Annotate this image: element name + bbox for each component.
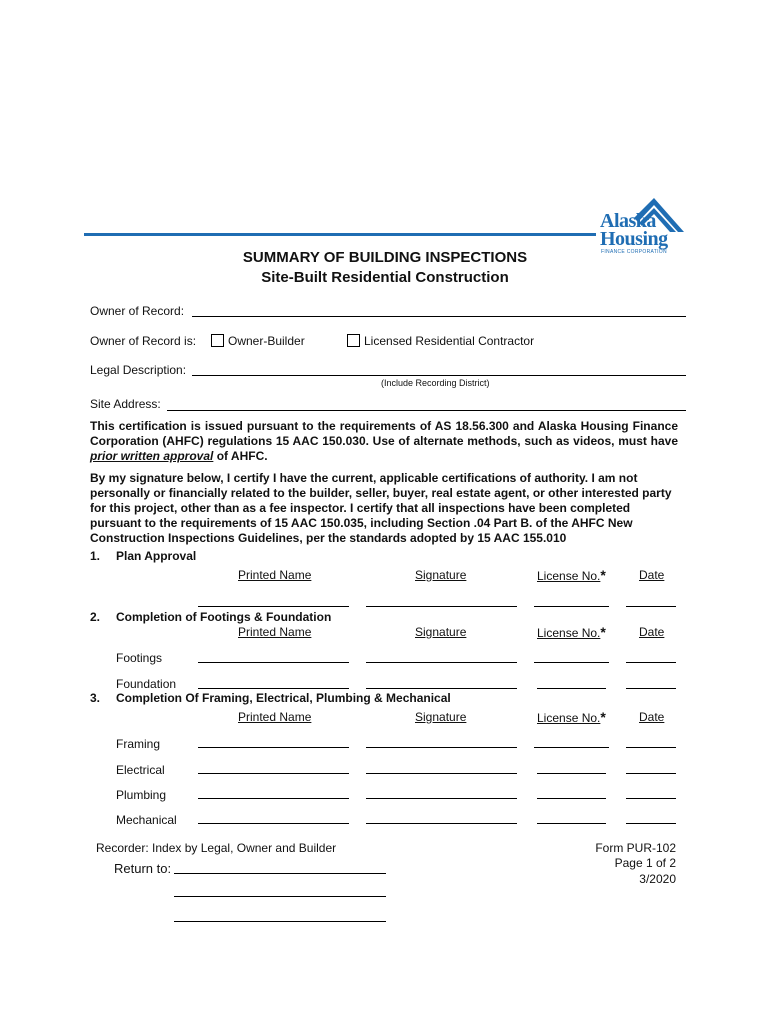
col-printed-name-2: Printed Name <box>238 625 312 639</box>
foundation-signature-field[interactable] <box>366 688 517 689</box>
mechanical-signature-field[interactable] <box>366 823 517 824</box>
logo-line2: Housing <box>600 228 668 250</box>
plan-approval-date-field[interactable] <box>626 606 676 607</box>
certification-paragraph: This certification is issued pursuant to the requirements of AS 18.56.300 and Alaska Housing Finance Corporation (AHFC) regulations 15 AAC 150.030. Use of alternate methods, such as videos, must have prior written approval of AHFC. <box>90 419 678 463</box>
site-address-label: Site Address: <box>90 397 161 411</box>
header-rule <box>84 233 596 236</box>
section-2-number: 2. <box>90 610 101 624</box>
electrical-signature-field[interactable] <box>366 773 517 774</box>
plumbing-license-field[interactable] <box>537 798 606 799</box>
site-address-field[interactable] <box>167 410 686 411</box>
return-to-label: Return to: <box>114 861 172 876</box>
section-3-number: 3. <box>90 691 101 705</box>
col-license-1: License No.* <box>537 567 606 583</box>
section-1-number: 1. <box>90 549 101 563</box>
col-date-2: Date <box>639 625 665 639</box>
framing-label: Framing <box>116 737 161 751</box>
logo-tagline: FINANCE CORPORATION <box>601 249 667 255</box>
mechanical-label: Mechanical <box>116 813 177 827</box>
col-printed-name-3: Printed Name <box>238 710 312 724</box>
owner-of-record-is-label: Owner of Record is: <box>90 334 197 348</box>
electrical-label: Electrical <box>116 763 165 777</box>
plumbing-date-field[interactable] <box>626 798 676 799</box>
plumbing-label: Plumbing <box>116 788 167 802</box>
section-1-title: Plan Approval <box>116 549 197 563</box>
return-to-line-3[interactable] <box>174 921 386 922</box>
electrical-name-field[interactable] <box>198 773 349 774</box>
return-to-line-2[interactable] <box>174 896 386 897</box>
legal-description-label: Legal Description: <box>90 363 187 377</box>
form-date: 3/2020 <box>639 872 676 886</box>
footings-name-field[interactable] <box>198 662 349 663</box>
framing-signature-field[interactable] <box>366 747 517 748</box>
mechanical-name-field[interactable] <box>198 823 349 824</box>
signature-statement: By my signature below, I certify I have the current, applicable certifications of authority. I am not personally or financially related to the builder, seller, buyer, real estate agent, or other interested party for this project, other than as a fee inspector. I certify that all inspections have been completed pursuant to the requirements of 15 AAC 150.035, including Section .04 Part B. of the AHFC New Construction Inspections Guidelines, per the standards adopted by 15 AAC 155.010 <box>90 471 672 545</box>
section-3-title: Completion Of Framing, Electrical, Plumbing & Mechanical <box>116 691 451 705</box>
plumbing-signature-field[interactable] <box>366 798 517 799</box>
plan-approval-name-field[interactable] <box>198 606 349 607</box>
licensed-contractor-checkbox[interactable] <box>347 334 360 347</box>
owner-builder-option[interactable] <box>211 334 305 348</box>
plumbing-name-field[interactable] <box>198 798 349 799</box>
licensed-contractor-option[interactable] <box>347 334 534 348</box>
licensed-contractor-label: Licensed Residential Contractor <box>364 334 535 348</box>
foundation-date-field[interactable] <box>626 688 676 689</box>
col-signature-2: Signature <box>415 625 467 639</box>
footings-date-field[interactable] <box>626 662 676 663</box>
electrical-license-field[interactable] <box>537 773 606 774</box>
col-signature-3: Signature <box>415 710 467 724</box>
owner-builder-checkbox[interactable] <box>211 334 224 347</box>
mechanical-license-field[interactable] <box>537 823 606 824</box>
recording-district-note: (Include Recording District) <box>381 378 490 388</box>
logo-line1: Alaska <box>600 210 656 232</box>
owner-builder-label: Owner-Builder <box>228 334 305 348</box>
plan-approval-signature-field[interactable] <box>366 606 517 607</box>
foundation-label: Foundation <box>116 677 177 691</box>
col-license-3: License No.* <box>537 709 606 725</box>
framing-name-field[interactable] <box>198 747 349 748</box>
foundation-license-field[interactable] <box>537 688 606 689</box>
legal-description-field[interactable] <box>192 375 686 376</box>
plan-approval-license-field[interactable] <box>534 606 609 607</box>
mechanical-date-field[interactable] <box>626 823 676 824</box>
col-signature-1: Signature <box>415 568 467 582</box>
owner-of-record-field[interactable] <box>192 316 686 317</box>
foundation-name-field[interactable] <box>198 688 349 689</box>
form-number: Form PUR-102 <box>595 841 676 855</box>
page-number: Page 1 of 2 <box>614 856 676 870</box>
section-2-title: Completion of Footings & Foundation <box>116 610 332 624</box>
col-date-3: Date <box>639 710 665 724</box>
col-printed-name-1: Printed Name <box>238 568 312 582</box>
footings-signature-field[interactable] <box>366 662 517 663</box>
framing-license-field[interactable] <box>534 747 609 748</box>
col-license-2: License No.* <box>537 624 606 640</box>
owner-of-record-label: Owner of Record: <box>90 304 185 318</box>
footings-license-field[interactable] <box>534 662 609 663</box>
recorder-note: Recorder: Index by Legal, Owner and Builder <box>96 841 337 855</box>
footings-label: Footings <box>116 651 163 665</box>
col-date-1: Date <box>639 568 665 582</box>
page-title: SUMMARY OF BUILDING INSPECTIONS <box>242 249 528 266</box>
electrical-date-field[interactable] <box>626 773 676 774</box>
return-to-line-1[interactable] <box>174 873 386 874</box>
framing-date-field[interactable] <box>626 747 676 748</box>
prior-approval-emphasis: prior written approval <box>90 449 214 463</box>
page-subtitle: Site-Built Residential Construction <box>261 269 509 286</box>
